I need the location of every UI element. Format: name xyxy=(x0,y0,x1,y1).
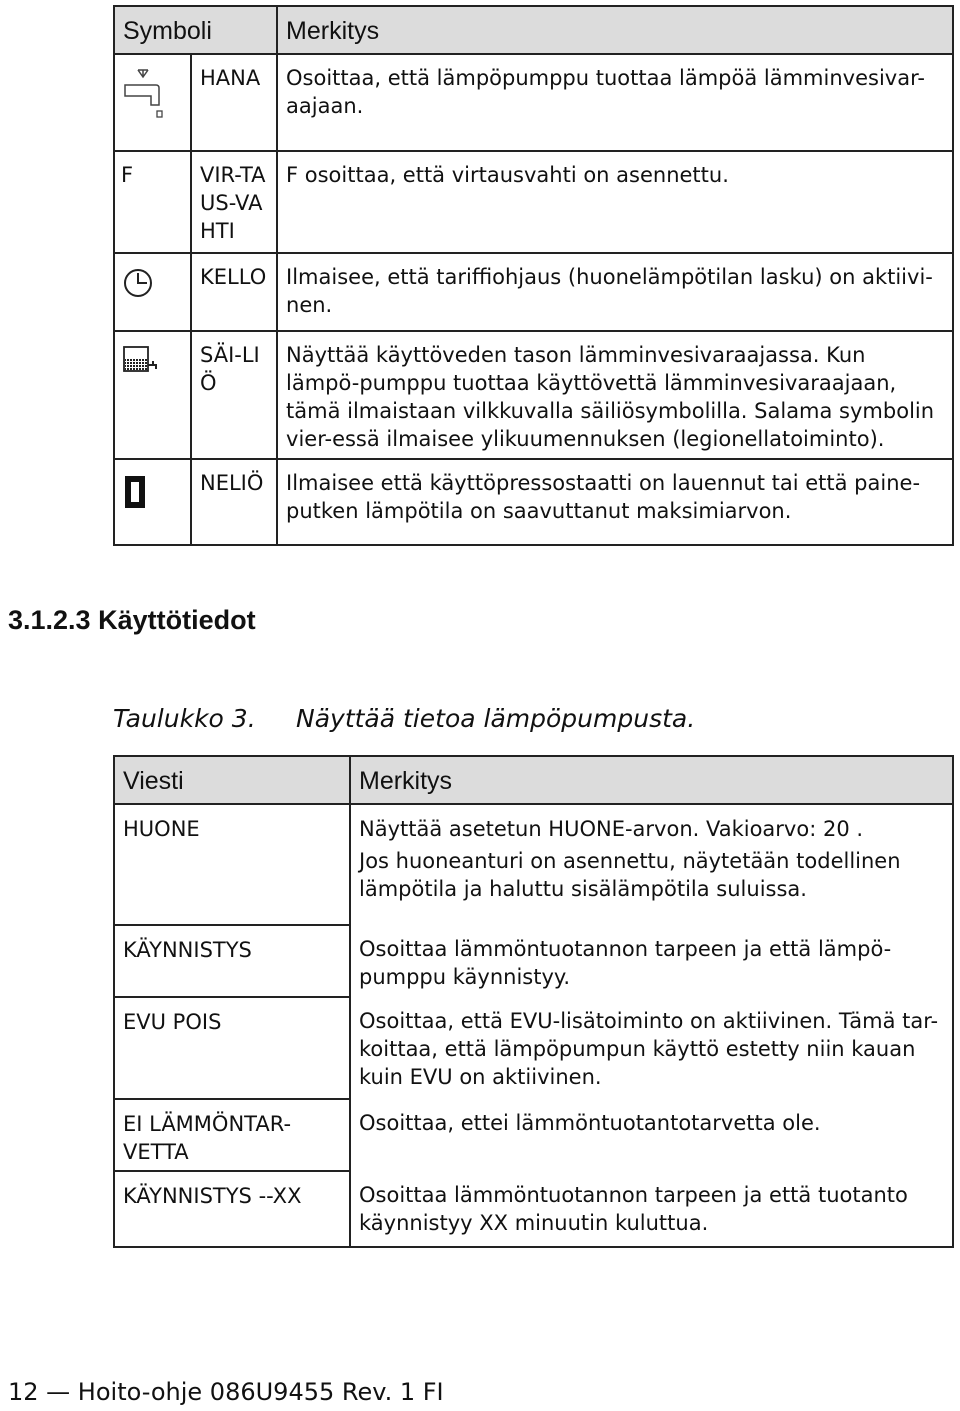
meaning-cell: Jos huoneanturi on asennettu, näytetään todellinen lämpötila ja haluttu sisälämpötila suluissa. xyxy=(350,843,953,925)
message-cell: EI LÄMMÖNTAR-VETTA xyxy=(114,1099,350,1171)
header-meaning: Merkitys xyxy=(277,6,953,54)
symbol-cell xyxy=(114,253,191,331)
symbol-cell xyxy=(114,459,191,545)
message-cell: EVU POIS xyxy=(114,997,350,1099)
table-row xyxy=(114,997,953,1099)
info-table-header xyxy=(114,756,953,804)
header-message: Viesti xyxy=(114,756,350,804)
table-row xyxy=(114,1099,953,1171)
info-table xyxy=(113,755,954,1248)
tank-icon xyxy=(121,344,161,378)
symbol-name: SÄI-LIÖ xyxy=(191,331,277,459)
symbol-meaning: Näyttää käyttöveden tason lämminvesivaraajassa. Kun lämpö-pumppu tuottaa käyttövettä lämminvesivaraajaan, tämä ilmaistaan vilkkuvalla säiliösymbolilla. Salama symbolin vier-essä ilmaisee ylikuumennuksen (legionellatoiminto). xyxy=(277,331,953,459)
meaning-cell: Osoittaa, ettei lämmöntuotantotarvetta ole. xyxy=(350,1099,953,1171)
symbol-cell xyxy=(114,54,191,151)
symbol-meaning: Ilmaisee, että tariffiohjaus (huonelämpötilan lasku) on aktiivi-nen. xyxy=(277,253,953,331)
table-row xyxy=(114,1171,953,1247)
table-row xyxy=(114,459,953,545)
meaning-cell: Näyttää asetetun HUONE-arvon. Vakioarvo: 20 . xyxy=(350,804,953,843)
meaning-cell: Osoittaa lämmöntuotannon tarpeen ja että tuotanto käynnistyy XX minuutin kuluttua. xyxy=(350,1171,953,1247)
header-symbol: Symboli xyxy=(114,6,277,54)
table-row xyxy=(114,843,953,925)
page-footer: 12 — Hoito-ohje 086U9455 Rev. 1 FI xyxy=(8,1378,444,1406)
table-row xyxy=(114,331,953,459)
table-row xyxy=(114,804,953,843)
symbol-name: KELLO xyxy=(191,253,277,331)
header-meaning: Merkitys xyxy=(350,756,953,804)
section-heading: 3.1.2.3 Käyttötiedot xyxy=(8,605,256,635)
message-cell: KÄYNNISTYS --XX xyxy=(114,1171,350,1247)
symbol-cell xyxy=(114,331,191,459)
symbol-letter: F xyxy=(114,151,191,253)
symbol-name: HANA xyxy=(191,54,277,151)
table-row xyxy=(114,925,953,997)
table-row xyxy=(114,151,953,253)
symbol-meaning: Osoittaa, että lämpöpumppu tuottaa lämpöä lämminvesivar-aajaan. xyxy=(277,54,953,151)
table-row xyxy=(114,54,953,151)
symbol-table xyxy=(113,5,954,546)
message-cell: HUONE xyxy=(114,804,350,843)
symbol-table-header xyxy=(114,6,953,54)
table-caption-text: Näyttää tietoa lämpöpumpusta. xyxy=(296,704,696,733)
symbol-name: VIR-TAUS-VAHTI xyxy=(191,151,277,253)
symbol-name: NELIÖ xyxy=(191,459,277,545)
square-icon xyxy=(121,472,151,512)
symbol-meaning: F osoittaa, että virtausvahti on asennettu. xyxy=(277,151,953,253)
tap-icon xyxy=(121,67,171,127)
symbol-meaning: Ilmaisee että käyttöpressostaatti on lauennut tai että paine-putken lämpötila on saavuttanut maksimiarvon. xyxy=(277,459,953,545)
table-caption-label: Taulukko 3. xyxy=(113,704,256,733)
meaning-cell: Osoittaa, että EVU-lisätoiminto on aktiivinen. Tämä tar-koittaa, että lämpöpumpun käyttö estetty niin kauan kuin EVU on aktiivinen. xyxy=(350,997,953,1099)
message-cell xyxy=(114,843,350,925)
message-cell: KÄYNNISTYS xyxy=(114,925,350,997)
meaning-cell: Osoittaa lämmöntuotannon tarpeen ja että lämpö-pumppu käynnistyy. xyxy=(350,925,953,997)
table-row xyxy=(114,253,953,331)
clock-icon xyxy=(121,266,155,300)
